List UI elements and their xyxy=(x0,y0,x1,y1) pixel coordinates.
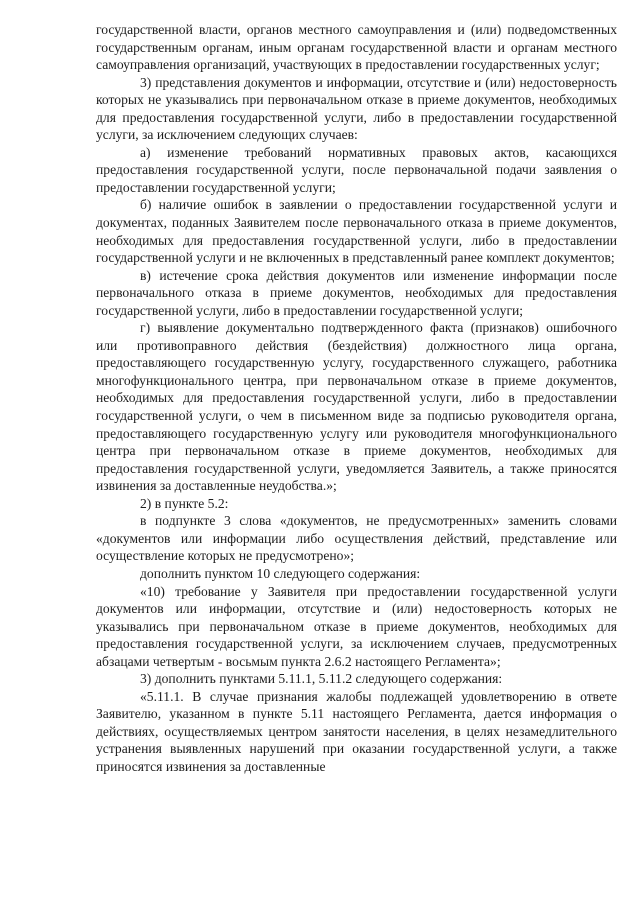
paragraph-subitem-g: г) выявление документально подтвержденного факта (признаков) ошибочного или противоправного действия (бездействия) должностного лица органа, предоставляющего государственную услугу, государственного служащего, работника многофункционального центра, при первоначальном отказе в приеме документов, необходимых для предоставления государственной услуги, либо в предоставлении государственной услуги, о чем в письменном виде за подписью руководителя органа, предоставляющего государственную услугу или руководителя многофункционального центра при первоначальном отказе в приеме документов, необходимых для предоставления государственной услуги, уведомляется Заявитель, а также приносятся извинения за доставленные неудобства.»; xyxy=(96,320,617,494)
paragraph-subpoint-3: в подпункте 3 слова «документов, не предусмотренных» заменить словами «документов или информации либо осуществления действий, представление или осуществление которых не предусмотрено»; xyxy=(96,513,617,564)
paragraph-item-3: 3) представления документов и информации, отсутствие и (или) недостоверность которых не указывались при первоначальном отказе в приеме документов, необходимых для предоставления государственной услуги, либо в предоставлении государственной услуги, за исключением следующих случаев: xyxy=(96,74,617,143)
paragraph-subitem-v: в) истечение срока действия документов или изменение информации после первоначального отказа в приеме документов, необходимых для предоставления государственной услуги, либо в предоставлении государственной услуги; xyxy=(96,267,617,318)
paragraph-5-11-1: «5.11.1. В случае признания жалобы подлежащей удовлетворению в ответе Заявителю, указанном в пункте 5.11 настоящего Регламента, дается информация о действиях, осуществляемых центром занятости населения, в целях незамедлительного устранения выявленных нарушений при оказании государственной услуги, а также приносятся извинения за доставленные xyxy=(96,688,617,774)
paragraph-subitem-b: б) наличие ошибок в заявлении о предоставлении государственной услуги и документах, поданных Заявителем после первоначального отказа в приеме документов, необходимых для предоставления государственной услуги, либо в предоставлении государственной услуги и не включенных в представленный ранее комплект документов; xyxy=(96,197,617,266)
paragraph-item-2: 2) в пункте 5.2: xyxy=(140,495,229,511)
document-page xyxy=(96,21,617,776)
paragraph-add-point-10: дополнить пунктом 10 следующего содержания: xyxy=(140,565,421,581)
paragraph-subitem-a: а) изменение требований нормативных правовых актов, касающихся предоставления государственной услуги, после первоначальной подачи заявления о предоставлении государственной услуги; xyxy=(96,144,617,195)
paragraph-point-10: «10) требование у Заявителя при предоставлении государственной услуги документов или информации, отсутствие и (или) недостоверность которых не указывались при первоначальном отказе в приеме документов, необходимых для предоставления государственной услуги, за исключением случаев, предусмотренных абзацами четвертым - восьмым пункта 2.6.2 настоящего Регламента»; xyxy=(96,583,617,669)
paragraph-continuation: государственной власти, органов местного самоуправления и (или) подведомственных государственным органам, иным органам государственной власти и органам местного самоуправления организаций, участвующих в предоставлении государственных услуг; xyxy=(96,22,617,73)
paragraph-item-3-add: 3) дополнить пунктами 5.11.1, 5.11.2 следующего содержания: xyxy=(140,671,503,687)
